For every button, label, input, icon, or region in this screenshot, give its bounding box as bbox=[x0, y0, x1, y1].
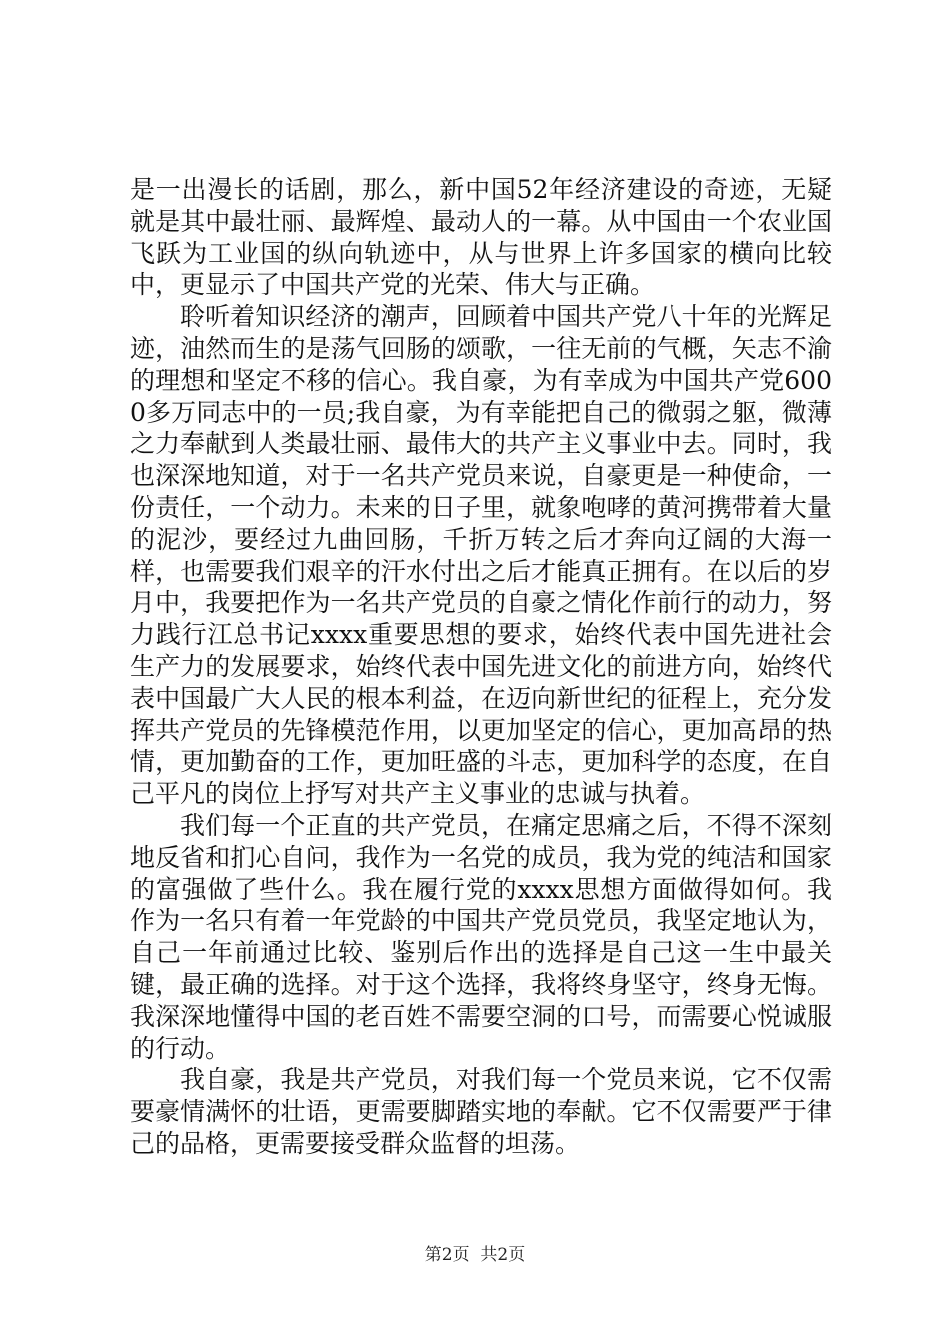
paragraph-4: 我自豪，我是共产党员，对我们每一个党员来说，它不仅需要豪情满怀的壮语，更需要脚踏实地的奉献。它不仅需要严于律己的品格，更需要接受群众监督的坦荡。 bbox=[130, 1065, 832, 1158]
paragraph-3: 我们每一个正直的共产党员，在痛定思痛之后，不得不深刻地反省和扪心自问，我作为一名党的成员，我为党的纯洁和国家的富强做了些什么。我在履行党的xxxx思想方面做得如何。我作为一名只有着一年党龄的中国共产党员党员，我坚定地认为，自己一年前通过比较、鉴别后作出的选择是自己这一生中最关键，最正确的选择。对于这个选择，我将终身坚守，终身无悔。我深深地懂得中国的老百姓不需要空洞的口号，而需要心悦诚服的行动。 bbox=[130, 810, 832, 1063]
document-body bbox=[130, 174, 832, 1160]
page-footer: 第2页 共2页 bbox=[424, 1245, 526, 1265]
paragraph-2: 聆听着知识经济的潮声，回顾着中国共产党八十年的光辉足迹，油然而生的是荡气回肠的颂歌，一往无前的气概，矢志不渝的理想和坚定不移的信心。我自豪，为有幸成为中国共产党6000多万同志中的一员;我自豪，为有幸能把自己的微弱之躯，微薄之力奉献到人类最壮丽、最伟大的共产主义事业中去。同时，我也深深地知道，对于一名共产党员来说，自豪更是一种使命，一份责任，一个动力。未来的日子里，就象咆哮的黄河携带着大量的泥沙，要经过九曲回肠，千折万转之后才奔向辽阔的大海一样，也需要我们艰辛的汗水付出之后才能真正拥有。在以后的岁月中，我要把作为一名共产党员的自豪之情化作前行的动力，努力践行江总书记xxxx重要思想的要求，始终代表中国先进社会生产力的发展要求，始终代表中国先进文化的前进方向，始终代表中国最广大人民的根本利益，在迈向新世纪的征程上，充分发挥共产党员的先锋模范作用，以更加坚定的信心，更加高昂的热情，更加勤奋的工作，更加旺盛的斗志，更加科学的态度，在自己平凡的岗位上抒写对共产主义事业的忠诚与执着。 bbox=[130, 302, 832, 809]
paragraph-1: 是一出漫长的话剧，那么，新中国52年经济建设的奇迹，无疑就是其中最壮丽、最辉煌、最动人的一幕。从中国由一个农业国飞跃为工业国的纵向轨迹中，从与世界上许多国家的横向比较中，更显示了中国共产党的光荣、伟大与正确。 bbox=[130, 175, 832, 300]
